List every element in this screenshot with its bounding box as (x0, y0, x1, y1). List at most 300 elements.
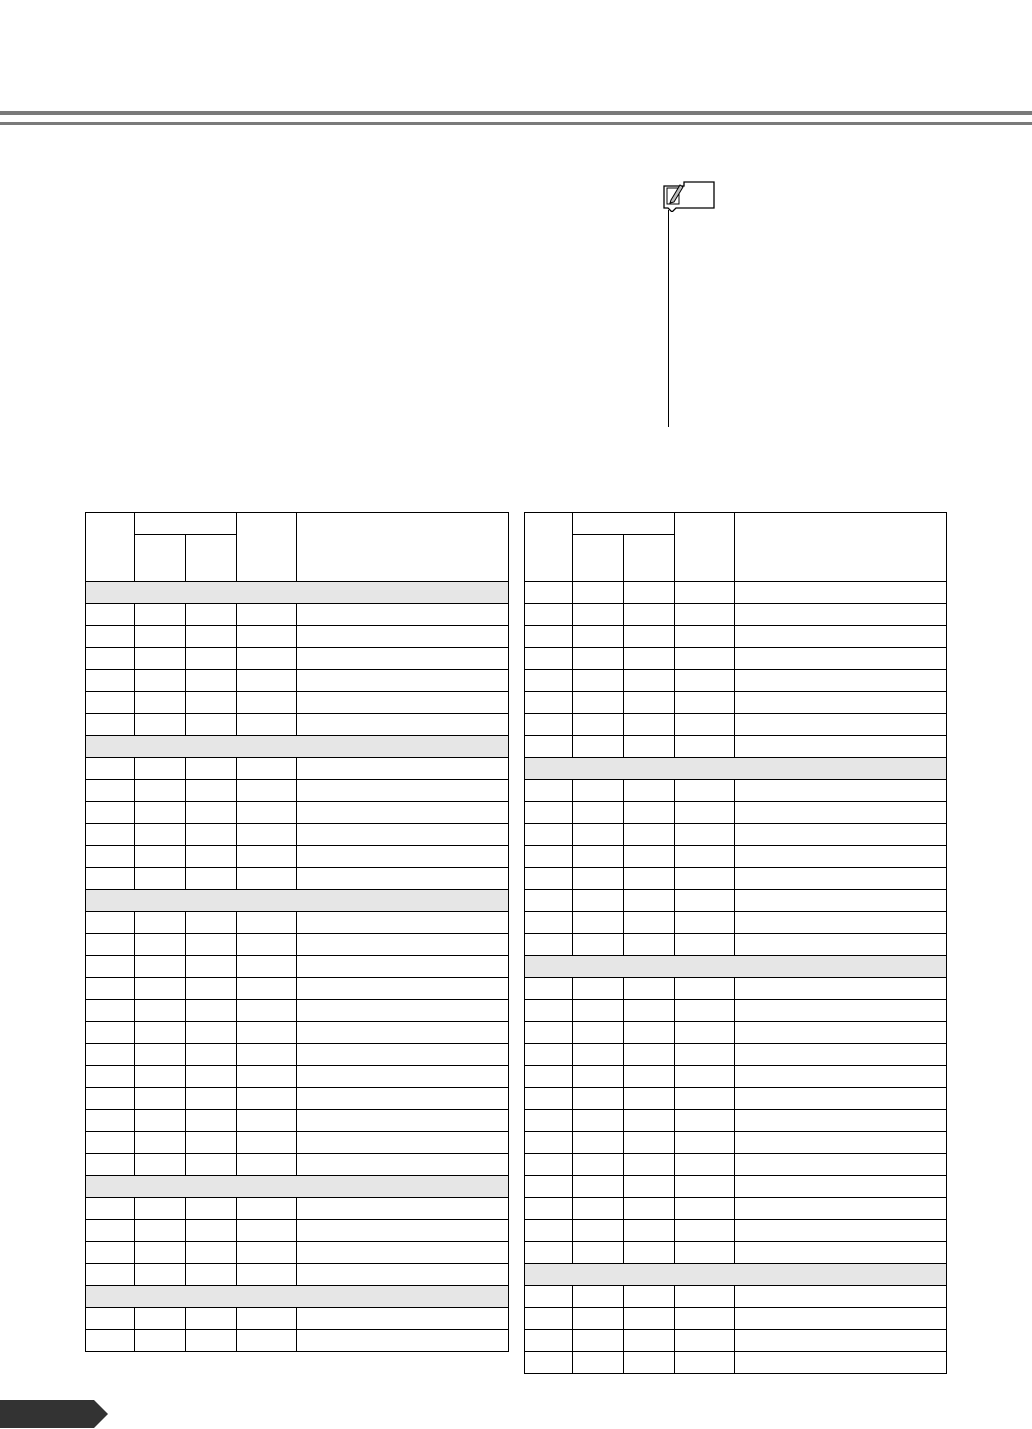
table-cell (86, 1198, 135, 1220)
table-cell (675, 1000, 735, 1022)
table-cell (86, 1000, 135, 1022)
table-cell (573, 648, 624, 670)
table-row (86, 1330, 509, 1352)
table-cell (297, 824, 509, 846)
table-cell (135, 604, 186, 626)
table-cell (735, 824, 947, 846)
table-cell (573, 1176, 624, 1198)
table-cell (735, 1154, 947, 1176)
table-row (86, 1242, 509, 1264)
table-cell (624, 1066, 675, 1088)
table-cell (186, 1022, 237, 1044)
table-cell (297, 1066, 509, 1088)
table-cell (86, 692, 135, 714)
table-cell (237, 1264, 297, 1286)
table-cell (573, 890, 624, 912)
table-cell (573, 1242, 624, 1264)
table-cell (297, 626, 509, 648)
table-cell (675, 1352, 735, 1374)
table-row (86, 1044, 509, 1066)
table-cell (525, 1242, 573, 1264)
table-row (525, 1198, 947, 1220)
table-cell (297, 1022, 509, 1044)
table-cell (297, 780, 509, 802)
table-row (525, 1220, 947, 1242)
table-cell (86, 1308, 135, 1330)
table-cell (86, 714, 135, 736)
table-cell (624, 1220, 675, 1242)
table-cell (297, 1110, 509, 1132)
table-left (85, 512, 509, 1352)
table-cell (86, 1132, 135, 1154)
table-cell (135, 1154, 186, 1176)
table-cell (624, 626, 675, 648)
table-cell (525, 1220, 573, 1242)
table-cell (186, 604, 237, 626)
table-cell (624, 670, 675, 692)
table-row (525, 736, 947, 758)
table-row (525, 1044, 947, 1066)
table-cell (624, 1022, 675, 1044)
table-cell (86, 956, 135, 978)
table-cell (675, 1022, 735, 1044)
table-cell (624, 780, 675, 802)
table-row (525, 890, 947, 912)
table-row (525, 978, 947, 1000)
table-cell (624, 802, 675, 824)
table-cell (675, 604, 735, 626)
table-cell (675, 1044, 735, 1066)
table-cell (735, 868, 947, 890)
table-cell (186, 978, 237, 1000)
table-cell (297, 1088, 509, 1110)
table-row (86, 604, 509, 626)
table-row (525, 582, 947, 604)
table-cell (135, 1132, 186, 1154)
table-cell (675, 670, 735, 692)
table-cell (624, 868, 675, 890)
table-cell (135, 1330, 186, 1352)
table-cell (297, 802, 509, 824)
table-cell (237, 758, 297, 780)
table-cell (573, 868, 624, 890)
table-row (86, 758, 509, 780)
table-cell (186, 934, 237, 956)
table-cell (186, 1264, 237, 1286)
table-row (86, 846, 509, 868)
table-cell (675, 1220, 735, 1242)
table-row (525, 714, 947, 736)
table-row (525, 780, 947, 802)
table-cell (297, 758, 509, 780)
table-cell (624, 912, 675, 934)
table-cell (573, 582, 624, 604)
table-cell (624, 1110, 675, 1132)
category-row (86, 1286, 509, 1308)
table-cell (135, 1242, 186, 1264)
table-cell (297, 604, 509, 626)
table-cell (297, 1220, 509, 1242)
table-row (525, 670, 947, 692)
table-cell (297, 912, 509, 934)
table-cell (675, 1110, 735, 1132)
table-cell (86, 1154, 135, 1176)
table-cell (186, 1132, 237, 1154)
table-row (525, 604, 947, 626)
table-cell (573, 604, 624, 626)
table-cell (624, 1088, 675, 1110)
table-cell (675, 1154, 735, 1176)
table-row (525, 1352, 947, 1374)
table-body (525, 582, 947, 1374)
table-cell (237, 626, 297, 648)
table-cell (237, 846, 297, 868)
table-cell (525, 1198, 573, 1220)
table-cell (297, 1264, 509, 1286)
table-cell (237, 934, 297, 956)
table-cell (573, 626, 624, 648)
table-cell (624, 1330, 675, 1352)
table-cell (624, 1176, 675, 1198)
category-cell (86, 582, 509, 604)
table-cell (135, 670, 186, 692)
table-cell (297, 978, 509, 1000)
table-cell (624, 1242, 675, 1264)
table-cell (573, 802, 624, 824)
table-cell (135, 1066, 186, 1088)
header-subcell (135, 535, 186, 582)
table-row (86, 1110, 509, 1132)
header-cell (525, 513, 573, 582)
table-cell (735, 1220, 947, 1242)
table-cell (237, 1110, 297, 1132)
table-cell (573, 1088, 624, 1110)
category-cell (86, 1176, 509, 1198)
table-cell (735, 1286, 947, 1308)
table-cell (735, 846, 947, 868)
table-row (86, 1308, 509, 1330)
table-cell (573, 714, 624, 736)
table-cell (525, 1286, 573, 1308)
memo-pencil-icon (662, 180, 716, 212)
table-cell (186, 1110, 237, 1132)
table-row (86, 780, 509, 802)
table-cell (573, 1110, 624, 1132)
table-cell (525, 1066, 573, 1088)
table-cell (86, 758, 135, 780)
table-row (525, 1132, 947, 1154)
table-cell (573, 736, 624, 758)
table-cell (237, 692, 297, 714)
table-cell (86, 846, 135, 868)
table-row (86, 1022, 509, 1044)
header-cell (86, 513, 135, 582)
table-cell (735, 1308, 947, 1330)
table-cell (525, 604, 573, 626)
table-row (525, 868, 947, 890)
table-cell (735, 1176, 947, 1198)
header-cell (237, 513, 297, 582)
table-cell (735, 736, 947, 758)
table-cell (735, 1088, 947, 1110)
table-row (525, 626, 947, 648)
table-cell (297, 1132, 509, 1154)
table-cell (735, 912, 947, 934)
table-row (86, 1220, 509, 1242)
category-row (86, 1176, 509, 1198)
table-row (86, 670, 509, 692)
table-cell (675, 1066, 735, 1088)
table-cell (297, 670, 509, 692)
table-cell (573, 1022, 624, 1044)
table-cell (573, 1000, 624, 1022)
table-cell (525, 912, 573, 934)
table-cell (525, 736, 573, 758)
table-row (525, 846, 947, 868)
table-cell (525, 1154, 573, 1176)
table-cell (525, 1330, 573, 1352)
table-cell (237, 1088, 297, 1110)
table-cell (675, 890, 735, 912)
table-cell (573, 824, 624, 846)
table-cell (735, 934, 947, 956)
table-cell (86, 1066, 135, 1088)
table-cell (624, 648, 675, 670)
table-cell (675, 1198, 735, 1220)
table-cell (624, 1154, 675, 1176)
header-cell-group (135, 513, 237, 535)
table-cell (525, 1000, 573, 1022)
table-cell (135, 692, 186, 714)
table-cell (135, 846, 186, 868)
table-row (525, 1088, 947, 1110)
table-cell (135, 1022, 186, 1044)
table-cell (297, 868, 509, 890)
table-row (86, 956, 509, 978)
table-row (525, 1176, 947, 1198)
table-cell (735, 1242, 947, 1264)
table-cell (525, 780, 573, 802)
category-row (86, 890, 509, 912)
table-cell (525, 1110, 573, 1132)
table-row (86, 802, 509, 824)
table-cell (735, 1110, 947, 1132)
table-cell (186, 648, 237, 670)
table-cell (297, 1044, 509, 1066)
table-cell (297, 692, 509, 714)
table-cell (297, 1198, 509, 1220)
table-row (525, 1022, 947, 1044)
table-row (525, 934, 947, 956)
table-cell (86, 824, 135, 846)
table-cell (86, 1264, 135, 1286)
table-cell (86, 670, 135, 692)
table-row (86, 824, 509, 846)
table-cell (735, 1132, 947, 1154)
table-cell (86, 1044, 135, 1066)
table-cell (573, 912, 624, 934)
table-cell (525, 648, 573, 670)
table-cell (735, 1044, 947, 1066)
table-row (86, 1198, 509, 1220)
table-row (86, 1132, 509, 1154)
table-cell (135, 714, 186, 736)
table-cell (186, 1088, 237, 1110)
table-cell (237, 604, 297, 626)
table-cell (186, 1066, 237, 1088)
table-cell (675, 978, 735, 1000)
table-cell (135, 1110, 186, 1132)
table-cell (573, 780, 624, 802)
table-cell (135, 1220, 186, 1242)
table-cell (735, 626, 947, 648)
table-row (86, 1088, 509, 1110)
table-row (86, 978, 509, 1000)
category-cell (525, 956, 947, 978)
note-margin-line (668, 210, 669, 427)
header-subcell (573, 535, 624, 582)
header-rule-thin (0, 122, 1032, 125)
table-cell (675, 780, 735, 802)
table-cell (86, 1110, 135, 1132)
table-cell (525, 802, 573, 824)
table-cell (525, 1044, 573, 1066)
table-cell (86, 1220, 135, 1242)
table-row (525, 648, 947, 670)
table-cell (735, 1000, 947, 1022)
table-cell (186, 626, 237, 648)
table-cell (186, 846, 237, 868)
table-cell (675, 714, 735, 736)
table-cell (186, 780, 237, 802)
table-cell (297, 1000, 509, 1022)
table-cell (573, 692, 624, 714)
table-cell (624, 824, 675, 846)
table-row (525, 692, 947, 714)
table-cell (297, 648, 509, 670)
table-cell (573, 1220, 624, 1242)
table-cell (735, 670, 947, 692)
table-cell (237, 802, 297, 824)
table-cell (675, 1308, 735, 1330)
table-cell (573, 1044, 624, 1066)
table-cell (237, 1198, 297, 1220)
table-cell (186, 956, 237, 978)
table-row (525, 1000, 947, 1022)
table-cell (237, 978, 297, 1000)
table-cell (135, 978, 186, 1000)
table-cell (675, 626, 735, 648)
header-cell (297, 513, 509, 582)
table-cell (135, 934, 186, 956)
category-cell (86, 1286, 509, 1308)
table-cell (525, 626, 573, 648)
table-row (86, 626, 509, 648)
table-cell (573, 978, 624, 1000)
table-cell (237, 648, 297, 670)
table-cell (573, 846, 624, 868)
table-cell (186, 868, 237, 890)
table-cell (525, 1088, 573, 1110)
table-cell (675, 934, 735, 956)
table-row (86, 714, 509, 736)
table-cell (624, 714, 675, 736)
table-cell (675, 868, 735, 890)
table-cell (86, 604, 135, 626)
table-cell (186, 758, 237, 780)
table-right (524, 512, 947, 1374)
category-cell (86, 890, 509, 912)
table-cell (186, 824, 237, 846)
table-cell (525, 890, 573, 912)
table-cell (624, 1352, 675, 1374)
table-cell (624, 978, 675, 1000)
table-row (525, 802, 947, 824)
table-cell (237, 956, 297, 978)
table-cell (675, 1286, 735, 1308)
table-cell (86, 1242, 135, 1264)
table-cell (675, 1132, 735, 1154)
table-row (525, 912, 947, 934)
table-cell (237, 1066, 297, 1088)
category-row (86, 582, 509, 604)
category-row (86, 736, 509, 758)
table-row (525, 1242, 947, 1264)
table-cell (675, 1088, 735, 1110)
table-cell (237, 1132, 297, 1154)
table-cell (624, 692, 675, 714)
table-cell (675, 692, 735, 714)
table-cell (186, 802, 237, 824)
table-cell (525, 934, 573, 956)
category-cell (525, 1264, 947, 1286)
table-cell (573, 1330, 624, 1352)
table-cell (525, 868, 573, 890)
table-body (86, 582, 509, 1352)
table-cell (735, 1022, 947, 1044)
category-cell (525, 758, 947, 780)
table-cell (186, 1330, 237, 1352)
table-cell (86, 1330, 135, 1352)
table-cell (573, 1352, 624, 1374)
table-cell (675, 736, 735, 758)
table-cell (86, 868, 135, 890)
table-row (525, 1330, 947, 1352)
table-cell (624, 1000, 675, 1022)
table-cell (237, 670, 297, 692)
table-cell (297, 1242, 509, 1264)
table-cell (735, 802, 947, 824)
table-cell (135, 912, 186, 934)
table-cell (624, 582, 675, 604)
table-cell (237, 1022, 297, 1044)
table-cell (186, 1242, 237, 1264)
table-cell (237, 1330, 297, 1352)
table-cell (525, 692, 573, 714)
table-cell (135, 648, 186, 670)
table-cell (237, 780, 297, 802)
table-cell (735, 692, 947, 714)
table-cell (624, 1044, 675, 1066)
table-cell (135, 1000, 186, 1022)
table-cell (735, 582, 947, 604)
table-cell (525, 846, 573, 868)
table-cell (86, 1022, 135, 1044)
table-cell (86, 912, 135, 934)
table-cell (237, 1308, 297, 1330)
table-cell (135, 868, 186, 890)
category-cell (86, 736, 509, 758)
